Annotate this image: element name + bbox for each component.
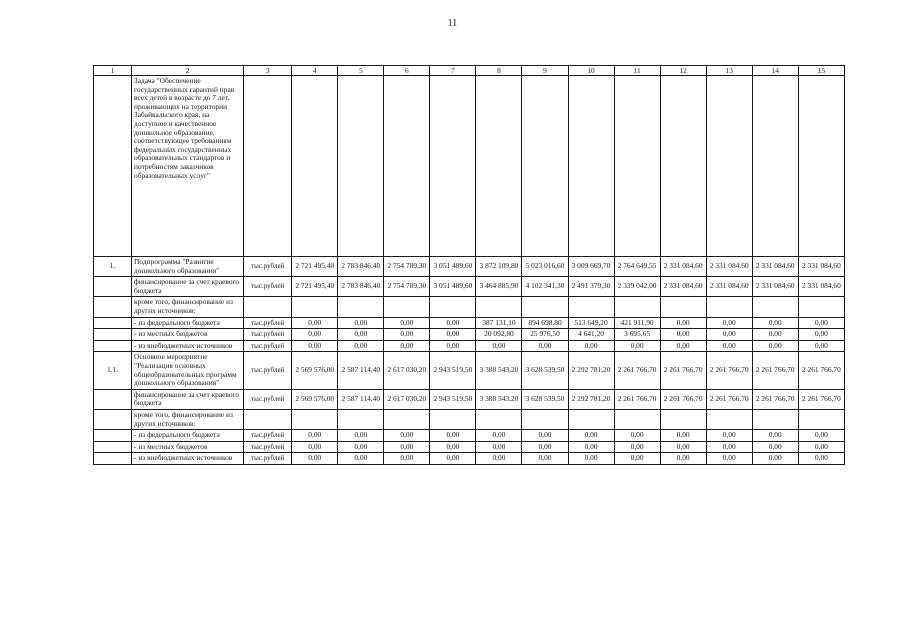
column-header: 10 [568, 66, 614, 76]
value-cell: 2 617 030,20 [384, 389, 430, 409]
row-unit: тыс.рублей [244, 389, 292, 409]
row-number [94, 453, 132, 465]
value-cell: 0,00 [522, 453, 568, 465]
row-name: Основное мероприятие "Реализация основных общеобразовательных программ дошкольного образования" [132, 352, 244, 389]
value-cell: 0,00 [476, 453, 522, 465]
value-cell: 2 261 766,70 [614, 389, 660, 409]
table-row [94, 453, 845, 465]
value-cell [384, 297, 430, 317]
row-unit: тыс.рублей [244, 257, 292, 277]
value-cell: 0,00 [292, 317, 338, 329]
value-cell: 0,00 [752, 340, 798, 352]
row-unit: тыс.рублей [244, 453, 292, 465]
table-row [94, 317, 845, 329]
task-row [94, 76, 845, 257]
value-cell: 0,00 [798, 441, 844, 453]
value-cell [292, 297, 338, 317]
value-cell: 0,00 [660, 430, 706, 442]
value-cell: 3 388 543,20 [476, 352, 522, 389]
row-unit [244, 297, 292, 317]
value-cell: 0,00 [292, 441, 338, 453]
value-cell: 3 872 109,80 [476, 257, 522, 277]
value-cell: 0,00 [430, 430, 476, 442]
value-cell: 0,00 [752, 441, 798, 453]
value-cell: 3 695,65 [614, 329, 660, 341]
value-cell: 0,00 [568, 441, 614, 453]
row-name: - из федерального бюджета [132, 317, 244, 329]
value-cell: 0,00 [614, 441, 660, 453]
row-number [94, 277, 132, 297]
row-number [94, 329, 132, 341]
row-number [94, 317, 132, 329]
table-row [94, 352, 845, 389]
row-number [94, 430, 132, 442]
row-number: 1.1. [94, 352, 132, 389]
value-cell: 0,00 [660, 340, 706, 352]
value-cell: 2 331 084,60 [706, 277, 752, 297]
value-cell [292, 409, 338, 429]
value-cell: 0,00 [798, 430, 844, 442]
value-cell: 0,00 [338, 430, 384, 442]
budget-table [93, 65, 845, 465]
value-cell: 2 331 084,60 [752, 277, 798, 297]
value-cell: 0,00 [614, 430, 660, 442]
value-cell: 0,00 [568, 453, 614, 465]
row-number [94, 389, 132, 409]
value-cell: 2 754 789,30 [384, 257, 430, 277]
value-cell: 2 331 084,60 [706, 257, 752, 277]
value-cell: 3 009 669,70 [568, 257, 614, 277]
value-cell [752, 297, 798, 317]
value-cell [476, 297, 522, 317]
task-num-cell [94, 76, 132, 257]
row-unit: тыс.рублей [244, 317, 292, 329]
value-cell: 2 943 519,50 [430, 352, 476, 389]
row-unit: тыс.рублей [244, 352, 292, 389]
value-cell: 0,00 [522, 340, 568, 352]
value-cell [338, 409, 384, 429]
value-cell: 421 911,90 [614, 317, 660, 329]
table-row [94, 340, 845, 352]
value-cell: 0,00 [706, 441, 752, 453]
value-cell: 0,00 [706, 453, 752, 465]
value-cell: 2 331 084,60 [798, 257, 844, 277]
value-cell: 2 569 576,00 [292, 389, 338, 409]
table-row [94, 389, 845, 409]
value-cell: 5 023 016,60 [522, 257, 568, 277]
value-cell: 0,00 [430, 453, 476, 465]
value-cell: 0,00 [660, 329, 706, 341]
value-cell [706, 297, 752, 317]
value-cell: 2 339 042,00 [614, 277, 660, 297]
table-body [94, 66, 845, 465]
value-cell: 0,00 [706, 317, 752, 329]
value-cell: 0,00 [706, 329, 752, 341]
row-name: - из внебюджетных источников [132, 453, 244, 465]
value-cell [338, 297, 384, 317]
value-cell: 2 292 781,20 [568, 389, 614, 409]
value-cell: 0,00 [706, 340, 752, 352]
table-row [94, 430, 845, 442]
value-cell: 2 261 766,70 [706, 389, 752, 409]
column-header: 14 [752, 66, 798, 76]
value-cell: 0,00 [338, 441, 384, 453]
value-cell: 0,00 [292, 340, 338, 352]
value-cell [660, 297, 706, 317]
table-row [94, 277, 845, 297]
value-cell: 2 943 519,50 [430, 389, 476, 409]
value-cell: 2 331 084,60 [660, 277, 706, 297]
value-cell: 0,00 [752, 453, 798, 465]
value-cell: 3 628 539,50 [522, 389, 568, 409]
row-unit [244, 409, 292, 429]
value-cell: 2 261 766,70 [660, 389, 706, 409]
column-header: 1 [94, 66, 132, 76]
row-name: - из местных бюджетов [132, 441, 244, 453]
value-cell: 0,00 [476, 430, 522, 442]
column-header: 4 [292, 66, 338, 76]
column-header: 13 [706, 66, 752, 76]
value-cell [798, 409, 844, 429]
value-cell: 2 292 781,20 [568, 352, 614, 389]
value-cell: 513 649,20 [568, 317, 614, 329]
table-row [94, 257, 845, 277]
value-cell: 2 261 766,70 [798, 389, 844, 409]
column-header: 11 [614, 66, 660, 76]
value-cell: 3 051 489,60 [430, 257, 476, 277]
table-row [94, 297, 845, 317]
value-cell: 0,00 [292, 329, 338, 341]
value-cell: 3 051 489,60 [430, 277, 476, 297]
value-cell: 0,00 [338, 317, 384, 329]
table-row [94, 329, 845, 341]
value-cell [706, 409, 752, 429]
value-cell: 0,00 [384, 317, 430, 329]
page-number: 11 [447, 18, 458, 29]
value-cell: 2 261 766,70 [752, 389, 798, 409]
value-cell: 2 587 114,40 [338, 352, 384, 389]
row-number: 1. [94, 257, 132, 277]
value-cell [614, 409, 660, 429]
value-cell [430, 297, 476, 317]
value-cell [384, 409, 430, 429]
table-row [94, 409, 845, 429]
value-cell: 2 331 084,60 [660, 257, 706, 277]
value-cell: 0,00 [384, 453, 430, 465]
task-text: Задача "Обеспечение государственных гарантий прав всех детей в возрасте до 7 лет, проживающих на территории Забайкальского края, на доступное и качественное дошкольное образование, соответствующее требованиям федеральных государственных образовательных стандартов и потребностям заказчиков образовательных услуг" [132, 76, 244, 257]
value-cell: 2 491 379,30 [568, 277, 614, 297]
value-cell: 2 783 846,40 [338, 257, 384, 277]
value-cell: 2 721 495,40 [292, 277, 338, 297]
value-cell: 2 331 084,60 [752, 257, 798, 277]
value-cell: 0,00 [384, 430, 430, 442]
value-cell: 0,00 [798, 453, 844, 465]
table-row [94, 441, 845, 453]
value-cell: 4 102 341,30 [522, 277, 568, 297]
value-cell: 0,00 [522, 430, 568, 442]
row-name: финансирование за счет краевого бюджета [132, 389, 244, 409]
row-unit: тыс.рублей [244, 430, 292, 442]
column-header: 5 [338, 66, 384, 76]
value-cell: 20 092,80 [476, 329, 522, 341]
row-name: - из внебюджетных источников [132, 340, 244, 352]
value-cell: 0,00 [660, 441, 706, 453]
row-name: кроме того, финансирование из других источников: [132, 409, 244, 429]
value-cell: 0,00 [660, 453, 706, 465]
row-name: - из местных бюджетов [132, 329, 244, 341]
value-cell: 0,00 [522, 441, 568, 453]
value-cell [614, 297, 660, 317]
value-cell: 0,00 [384, 329, 430, 341]
value-cell: 0,00 [476, 340, 522, 352]
value-cell: 2 754 789,30 [384, 277, 430, 297]
column-header: 2 [132, 66, 244, 76]
row-unit: тыс.рублей [244, 277, 292, 297]
value-cell [522, 297, 568, 317]
value-cell: 387 131,10 [476, 317, 522, 329]
value-cell [568, 297, 614, 317]
value-cell: 0,00 [752, 329, 798, 341]
value-cell: 2 569 576,00 [292, 352, 338, 389]
row-name: финансирование за счет краевого бюджета [132, 277, 244, 297]
value-cell: 0,00 [476, 441, 522, 453]
row-unit: тыс.рублей [244, 329, 292, 341]
value-cell: 2 261 766,70 [614, 352, 660, 389]
value-cell: 0,00 [752, 430, 798, 442]
column-header: 8 [476, 66, 522, 76]
row-number [94, 441, 132, 453]
task-unit-cell [244, 76, 292, 257]
row-name: - из федерального бюджета [132, 430, 244, 442]
value-cell: 3 464 885,90 [476, 277, 522, 297]
value-cell: 0,00 [430, 441, 476, 453]
value-cell: 0,00 [798, 340, 844, 352]
row-number [94, 409, 132, 429]
value-cell: 0,00 [660, 317, 706, 329]
value-cell [522, 409, 568, 429]
value-cell: 2 261 766,70 [660, 352, 706, 389]
value-cell: 3 388 543,20 [476, 389, 522, 409]
value-cell: 0,00 [614, 453, 660, 465]
value-cell: 0,00 [292, 430, 338, 442]
value-cell [568, 409, 614, 429]
value-cell: 25 976,50 [522, 329, 568, 341]
value-cell [798, 297, 844, 317]
value-cell: 0,00 [292, 453, 338, 465]
value-cell: 2 721 495,40 [292, 257, 338, 277]
value-cell: 0,00 [384, 441, 430, 453]
value-cell: 0,00 [568, 340, 614, 352]
value-cell: 2 261 766,70 [706, 352, 752, 389]
value-cell: 0,00 [614, 340, 660, 352]
value-cell: 2 261 766,70 [752, 352, 798, 389]
value-cell [752, 409, 798, 429]
column-header: 9 [522, 66, 568, 76]
row-unit: тыс.рублей [244, 340, 292, 352]
value-cell: 0,00 [752, 317, 798, 329]
value-cell: 0,00 [430, 317, 476, 329]
value-cell [430, 409, 476, 429]
value-cell: 2 617 030,20 [384, 352, 430, 389]
value-cell: 3 628 539,50 [522, 352, 568, 389]
value-cell: 2 783 846,40 [338, 277, 384, 297]
value-cell: 0,00 [798, 329, 844, 341]
value-cell: 0,00 [706, 430, 752, 442]
column-header-row [94, 66, 845, 76]
value-cell: 0,00 [798, 317, 844, 329]
column-header: 12 [660, 66, 706, 76]
row-unit: тыс.рублей [244, 441, 292, 453]
value-cell: 2 587 114,40 [338, 389, 384, 409]
value-cell: 2 261 766,70 [798, 352, 844, 389]
column-header: 7 [430, 66, 476, 76]
value-cell: 0,00 [384, 340, 430, 352]
value-cell: 4 641,20 [568, 329, 614, 341]
value-cell: 0,00 [338, 453, 384, 465]
value-cell: 0,00 [430, 340, 476, 352]
row-name: кроме того, финансирование из других источников: [132, 297, 244, 317]
column-header: 15 [798, 66, 844, 76]
row-number [94, 340, 132, 352]
column-header: 6 [384, 66, 430, 76]
value-cell: 2 764 649,55 [614, 257, 660, 277]
value-cell: 0,00 [568, 430, 614, 442]
value-cell [476, 409, 522, 429]
value-cell: 0,00 [338, 329, 384, 341]
row-name: Подпрограмма "Развитие дошкольного образования" [132, 257, 244, 277]
column-header: 3 [244, 66, 292, 76]
value-cell: 2 331 084,60 [798, 277, 844, 297]
row-number [94, 297, 132, 317]
value-cell: 0,00 [338, 340, 384, 352]
value-cell [660, 409, 706, 429]
value-cell: 0,00 [430, 329, 476, 341]
value-cell: 894 698,80 [522, 317, 568, 329]
